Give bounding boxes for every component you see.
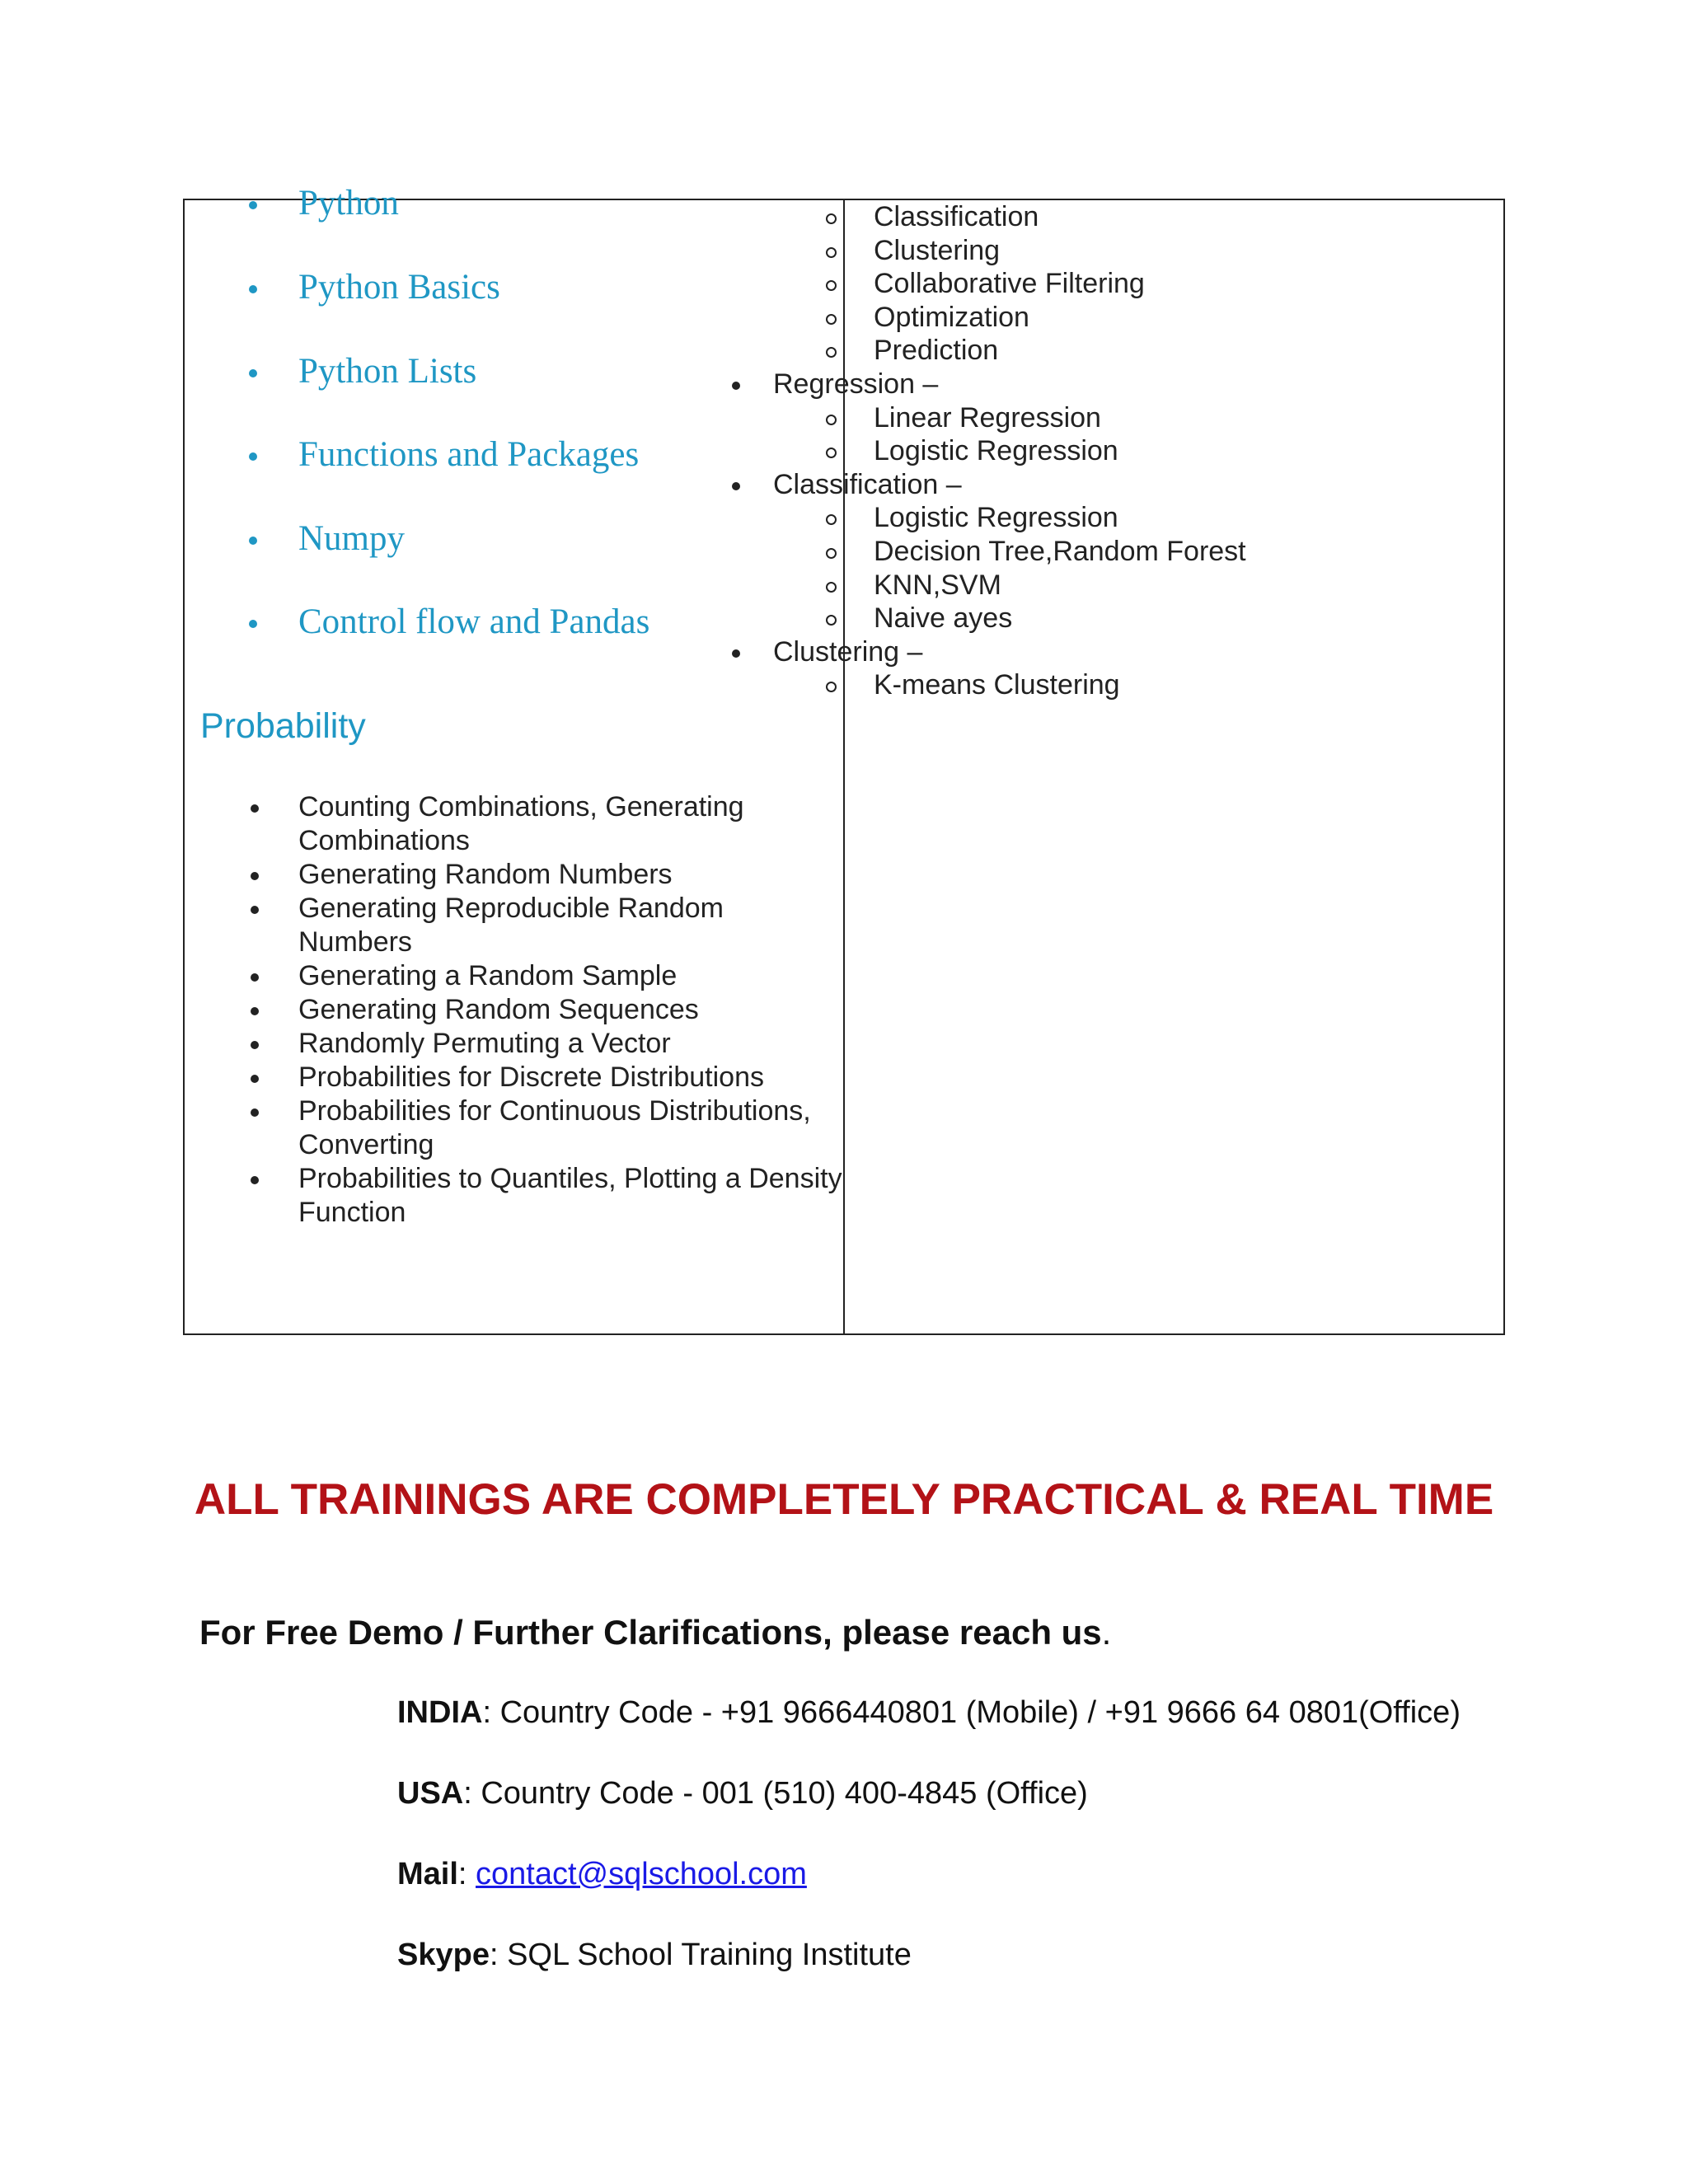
- probability-topic-label: Generating Random Sequences: [298, 994, 699, 1025]
- bullet-icon: [251, 804, 259, 813]
- python-topic-label: Python: [298, 184, 399, 223]
- contact-key: USA: [397, 1776, 464, 1811]
- ml-topic-label: Decision Tree,Random Forest: [874, 536, 1246, 567]
- contact-key: Skype: [397, 1938, 490, 1972]
- bullet-icon: [251, 872, 259, 880]
- probability-topic-label: Generating Reproducible Random Numbers: [298, 893, 724, 958]
- ml-topic-label: Logistic Regression: [874, 435, 1118, 466]
- contact-key: INDIA: [397, 1695, 483, 1730]
- ml-topic-label: KNN,SVM: [874, 569, 1001, 601]
- python-topic-label: Control flow and Pandas: [298, 602, 650, 641]
- ml-topic-label: Clustering –: [773, 636, 923, 668]
- probability-heading: Probability: [200, 706, 366, 746]
- probability-topic-label: Generating a Random Sample: [298, 960, 678, 991]
- bullet-icon: [249, 369, 257, 377]
- ml-topic-item: [773, 635, 922, 668]
- ml-topic-label: Classification: [874, 201, 1039, 232]
- bullet-icon: [251, 1108, 259, 1117]
- contact-row-india: [397, 1693, 1461, 1732]
- ml-topic-label: Classification –: [773, 469, 962, 500]
- ml-topic-label: K-means Clustering: [874, 669, 1120, 701]
- ml-topic-label: Prediction: [874, 335, 999, 366]
- bullet-icon: [249, 285, 257, 293]
- probability-topic-label: Probabilities for Discrete Distributions: [298, 1062, 764, 1093]
- probability-topic-label: Probabilities for Continuous Distributions, Converting: [298, 1095, 811, 1160]
- python-topic-label: Python Basics: [298, 268, 500, 307]
- left-column: [185, 184, 845, 1333]
- bullet-icon: [249, 452, 257, 461]
- hollow-bullet-icon: [826, 213, 837, 224]
- ml-subtopic-item: [874, 501, 1118, 534]
- bullet-icon: [732, 649, 740, 658]
- contact-row-usa: [397, 1774, 1088, 1813]
- email-link[interactable]: contact@sqlschool.com: [476, 1857, 807, 1891]
- hollow-bullet-icon: [826, 448, 837, 458]
- contact-value: : Country Code - +91 9666440801 (Mobile) / +91 9666 64 0801(Office): [482, 1695, 1461, 1730]
- ml-topic-label: Collaborative Filtering: [874, 268, 1145, 299]
- probability-topic-label: Counting Combinations, Generating Combinations: [298, 791, 744, 856]
- ml-topic-label: Logistic Regression: [874, 502, 1118, 533]
- probability-topic-label: Randomly Permuting a Vector: [298, 1028, 671, 1059]
- hollow-bullet-icon: [826, 582, 837, 593]
- python-topic-label: Python Lists: [298, 352, 477, 391]
- hollow-bullet-icon: [826, 247, 837, 258]
- ml-subtopic-item: [874, 535, 1246, 568]
- training-banner: ALL TRAININGS ARE COMPLETELY PRACTICAL & REAL TIME: [194, 1475, 1494, 1524]
- right-column: [845, 200, 1503, 1333]
- ml-subtopic-item: [874, 569, 1001, 602]
- ml-subtopic-item: [874, 668, 1120, 701]
- bullet-icon: [249, 620, 257, 628]
- reach-us-heading: [199, 1611, 1111, 1654]
- python-topic-label: Numpy: [298, 519, 405, 558]
- hollow-bullet-icon: [826, 615, 837, 626]
- ml-subtopic-item: [874, 234, 1000, 267]
- python-topic-label: Functions and Packages: [298, 435, 640, 474]
- ml-topic-item: [773, 468, 962, 501]
- ml-subtopic-item: [874, 602, 1012, 635]
- bullet-icon: [249, 201, 257, 209]
- bullet-icon: [732, 482, 740, 490]
- ml-topic-label: Clustering: [874, 235, 1001, 266]
- ml-topic-label: Naive ayes: [874, 602, 1013, 634]
- contact-key: Mail: [397, 1857, 458, 1891]
- contact-row-mail: Mail: contact@sqlschool.com: [397, 1857, 807, 1891]
- bullet-icon: [249, 537, 257, 545]
- hollow-bullet-icon: [826, 280, 837, 291]
- hollow-bullet-icon: [826, 314, 837, 325]
- hollow-bullet-icon: [826, 548, 837, 559]
- reach-us-text: For Free Demo / Further Clarifications, please reach us: [199, 1613, 1102, 1652]
- ml-subtopic-item: [874, 267, 1145, 300]
- hollow-bullet-icon: [826, 682, 837, 692]
- probability-topic-label: Generating Random Numbers: [298, 859, 673, 890]
- probability-topic-label: Probabilities to Quantiles, Plotting a Density Function: [298, 1163, 842, 1228]
- bullet-icon: [251, 973, 259, 982]
- contact-row-skype: [397, 1935, 912, 1975]
- ml-subtopic-item: [874, 401, 1101, 434]
- reach-us-suffix: .: [1101, 1613, 1112, 1652]
- ml-subtopic-item: [874, 200, 1039, 233]
- ml-subtopic-item: [874, 334, 998, 367]
- hollow-bullet-icon: [826, 514, 837, 525]
- ml-subtopic-item: [874, 434, 1118, 467]
- bullet-icon: [251, 1176, 259, 1184]
- contact-value: : Country Code - 001 (510) 400-4845 (Office): [463, 1776, 1088, 1811]
- bullet-icon: [732, 382, 740, 390]
- bullet-icon: [251, 1041, 259, 1049]
- ml-topic-label: Regression –: [773, 368, 939, 400]
- bullet-icon: [251, 906, 259, 914]
- hollow-bullet-icon: [826, 415, 837, 425]
- contact-value: : SQL School Training Institute: [489, 1938, 912, 1972]
- ml-topic-label: Linear Regression: [874, 402, 1101, 434]
- ml-topic-item: [773, 368, 938, 401]
- ml-topic-label: Optimization: [874, 302, 1029, 333]
- bullet-icon: [251, 1075, 259, 1083]
- hollow-bullet-icon: [826, 347, 837, 358]
- ml-subtopic-item: [874, 301, 1029, 334]
- bullet-icon: [251, 1007, 259, 1015]
